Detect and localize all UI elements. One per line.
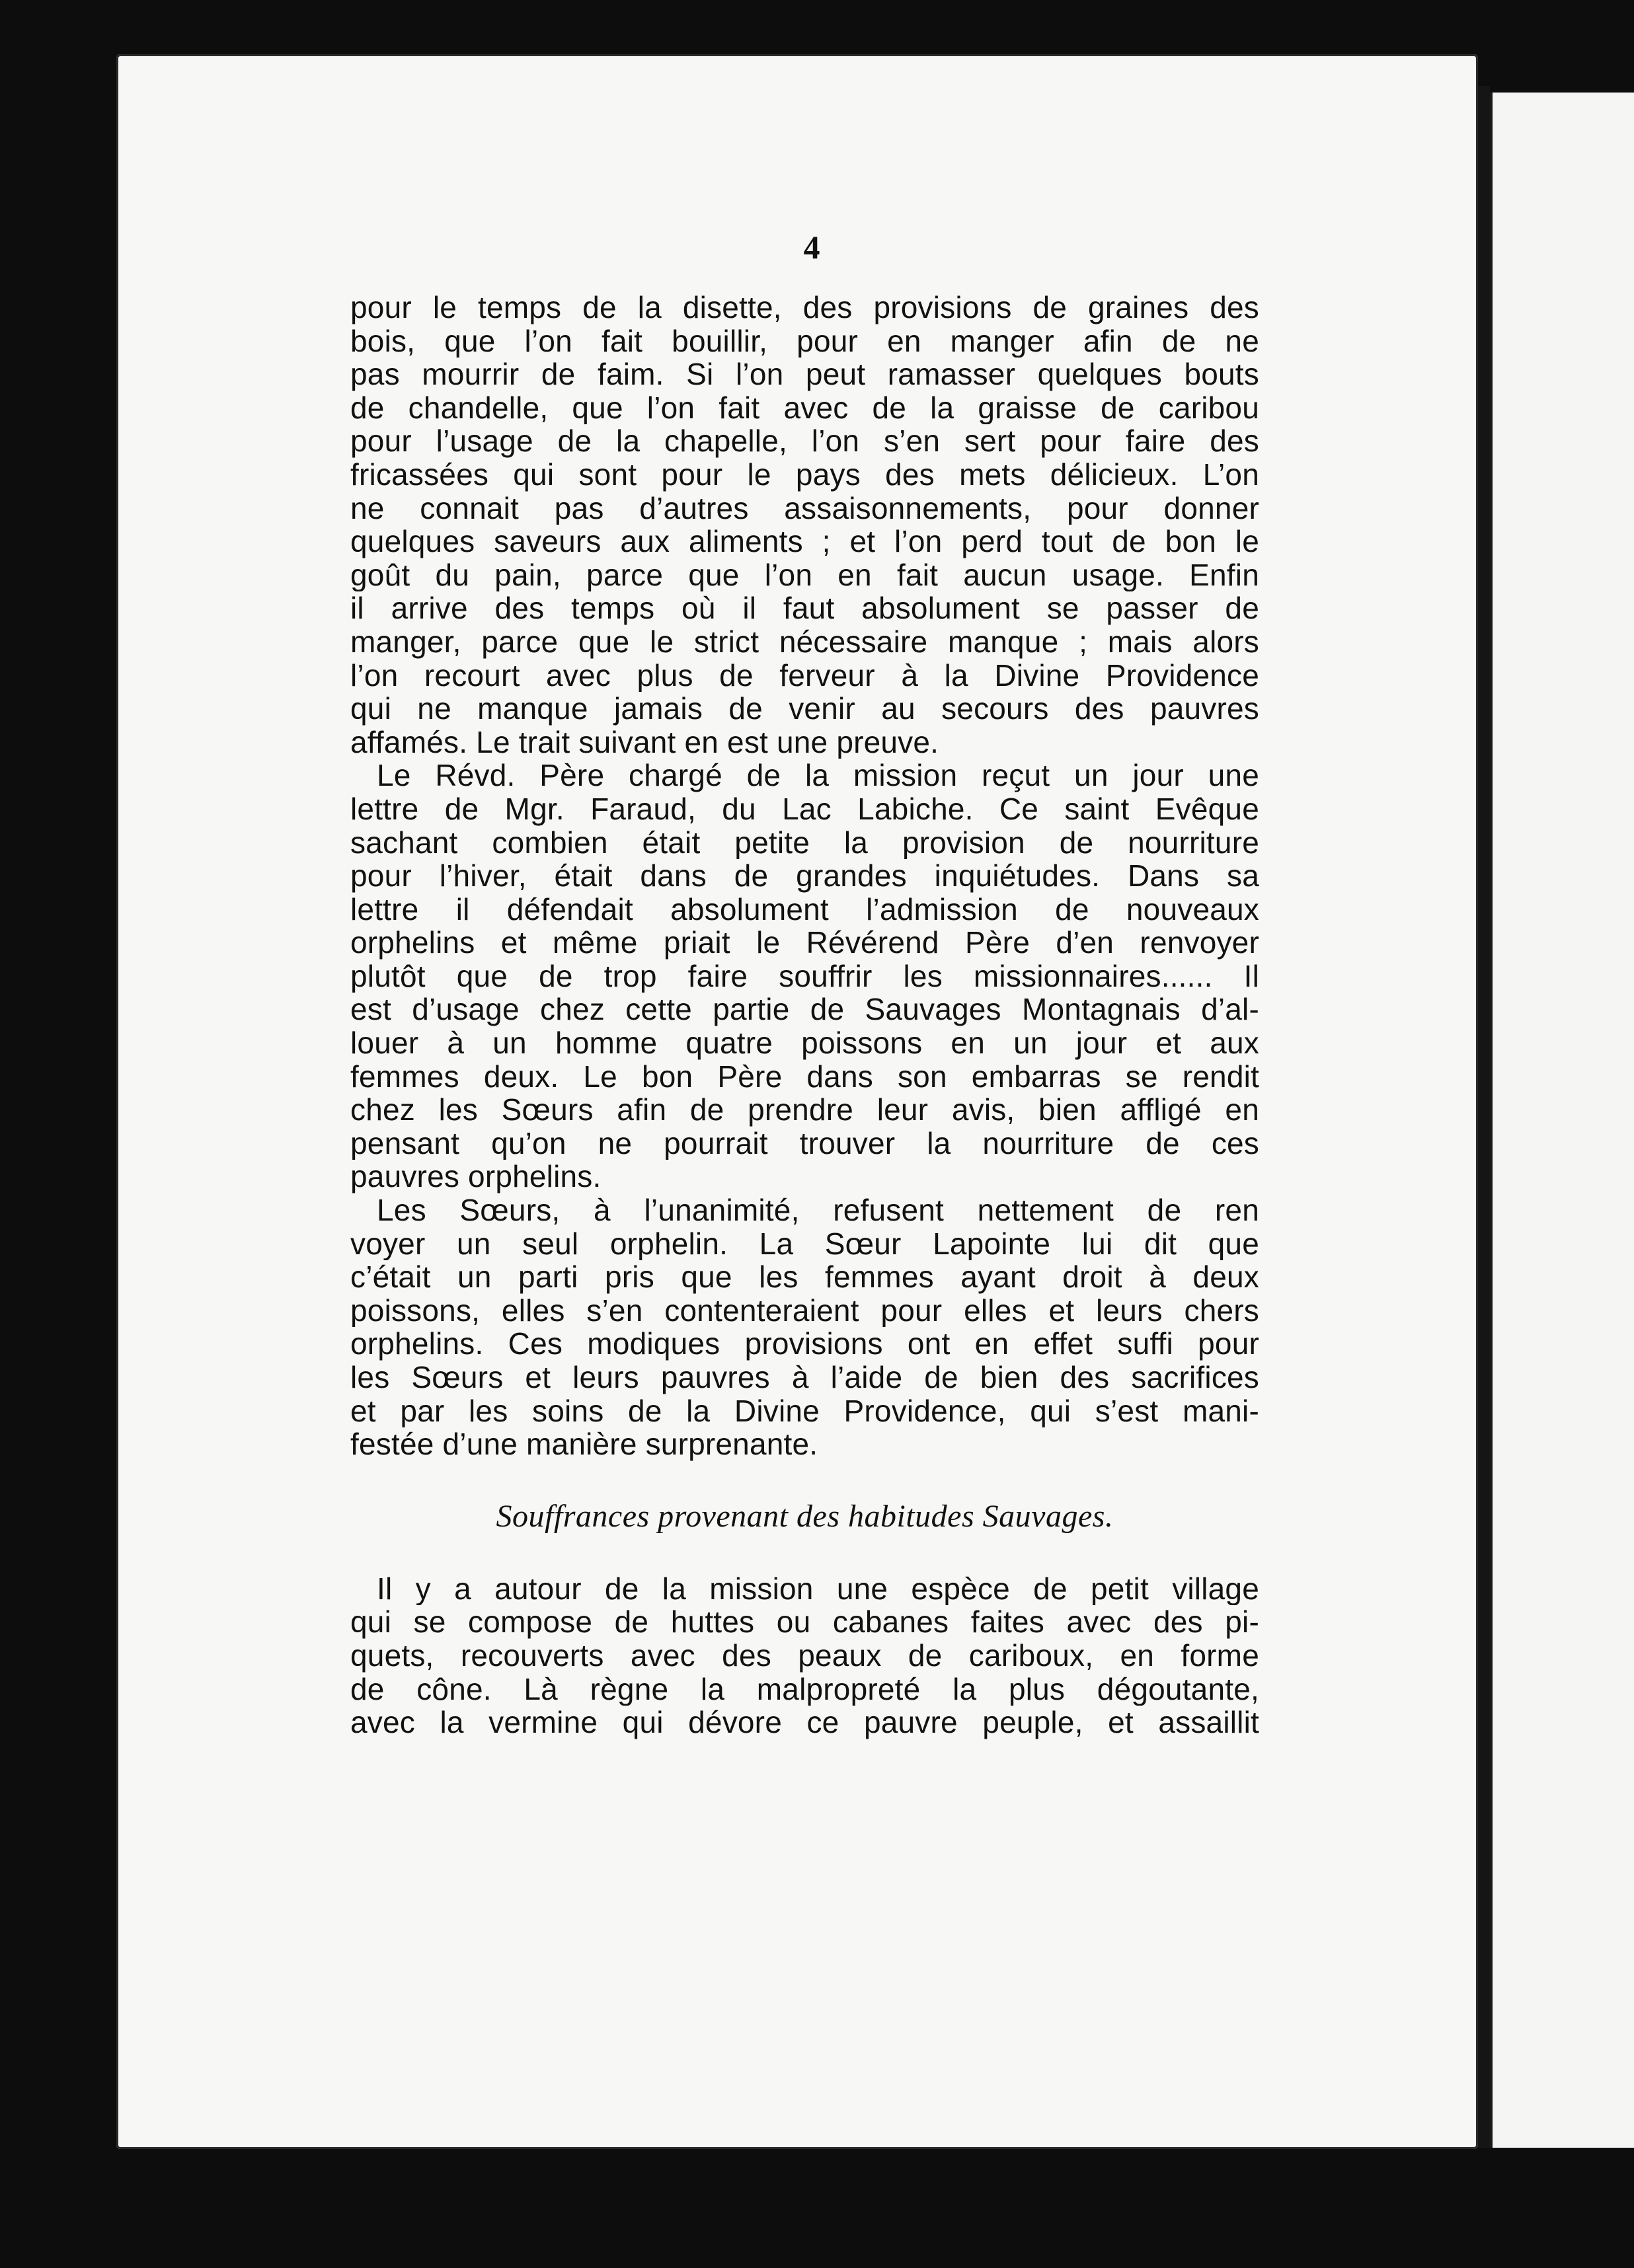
text-line: l’on recourt avec plus de ferveur à la Divine Providence [350,658,1259,693]
text-line: orphelins. Ces modiques provisions ont en effet suffi pour [350,1327,1259,1361]
text-line: fricassées qui sont pour le pays des mets délicieux. L’on [350,457,1259,492]
text-line: plutôt que de trop faire souffrir les missionnaires...... Il [350,959,1259,993]
text-line: Il y a autour de la mission une espèce de petit village [377,1571,1259,1606]
text-line: et par les soins de la Divine Providence, qui s’est mani- [350,1394,1259,1428]
text-line: bois, que l’on fait bouillir, pour en manger afin de ne [350,324,1259,358]
text-line: goût du pain, parce que l’on en fait aucun usage. Enfin [350,558,1259,592]
text-line: pour l’hiver, était dans de grandes inquiétudes. Dans sa [350,859,1259,893]
text-line: pensant qu’on ne pourrait trouver la nourriture de ces [350,1126,1259,1160]
text-line: qui ne manque jamais de venir au secours des pauvres [350,692,1259,726]
text-line: pauvres orphelins. [350,1160,602,1194]
text-line: festée d’une manière surprenante. [350,1427,818,1461]
text-line: qui se compose de huttes ou cabanes faites avec des pi- [350,1605,1259,1639]
text-line: orphelins et même priait le Révérend Père d’en renvoyer [350,926,1259,960]
paragraph-2 [350,759,1259,1193]
paragraph-1 [350,291,1259,759]
text-line: ne connait pas d’autres assaisonnements, pour donner [350,491,1259,525]
text-line: Les Sœurs, à l’unanimité, refusent nettement de ren [377,1193,1259,1227]
text-line: chez les Sœurs afin de prendre leur avis, bien affligé en [350,1093,1259,1127]
text-line: les Sœurs et leurs pauvres à l’aide de bien des sacrifices [350,1361,1259,1394]
text-line: de chandelle, que l’on fait avec de la graisse de caribou [350,391,1259,425]
paragraph-4 [350,1572,1259,1739]
text-line: quelques saveurs aux aliments ; et l’on perd tout de bon le [350,525,1259,558]
text-line: sachant combien était petite la provision de nourriture [350,825,1259,860]
text-line: pour le temps de la disette, des provisions de graines des [350,291,1259,324]
text-line: lettre de Mgr. Faraud, du Lac Labiche. Ce saint Evêque [350,792,1259,826]
text-line: affamés. Le trait suivant en est une preuve. [350,725,939,759]
text-line: femmes deux. Le bon Père dans son embarras se rendit [350,1059,1259,1094]
text-line: Le Révd. Père chargé de la mission reçut un jour une [377,759,1259,792]
adjacent-page-edge [1490,93,1634,2148]
text-line: poissons, elles s’en contenteraient pour elles et leurs chers [350,1293,1259,1328]
text-line: manger, parce que le strict nécessaire manque ; mais alors [350,624,1259,659]
page-body [350,291,1259,1739]
section-heading: Souffrances provenant des habitudes Sauvages. [496,1498,1114,1534]
binding-shadow [1478,86,1490,2148]
text-line: quets, recouverts avec des peaux de cariboux, en forme [350,1638,1259,1673]
text-line: louer à un homme quatre poissons en un jour et aux [350,1026,1259,1060]
text-line: c’était un parti pris que les femmes ayant droit à deux [350,1260,1259,1294]
text-line: il arrive des temps où il faut absolument se passer de [350,591,1259,625]
text-line: lettre il défendait absolument l’admission de nouveaux [350,892,1259,926]
text-line: de cône. Là règne la malpropreté la plus dégoutante, [350,1672,1259,1706]
text-line: avec la vermine qui dévore ce pauvre peuple, et assaillit [350,1706,1259,1739]
text-line: voyer un seul orphelin. La Sœur Lapointe lui dit que [350,1227,1259,1261]
text-line: est d’usage chez cette partie de Sauvages Montagnais d’al- [350,993,1259,1027]
text-line: pour l’usage de la chapelle, l’on s’en sert pour faire des [350,424,1259,458]
text-line: pas mourrir de faim. Si l’on peut ramasser quelques bouts [350,358,1259,391]
page-number: 4 [803,229,820,266]
paragraph-3 [350,1193,1259,1461]
